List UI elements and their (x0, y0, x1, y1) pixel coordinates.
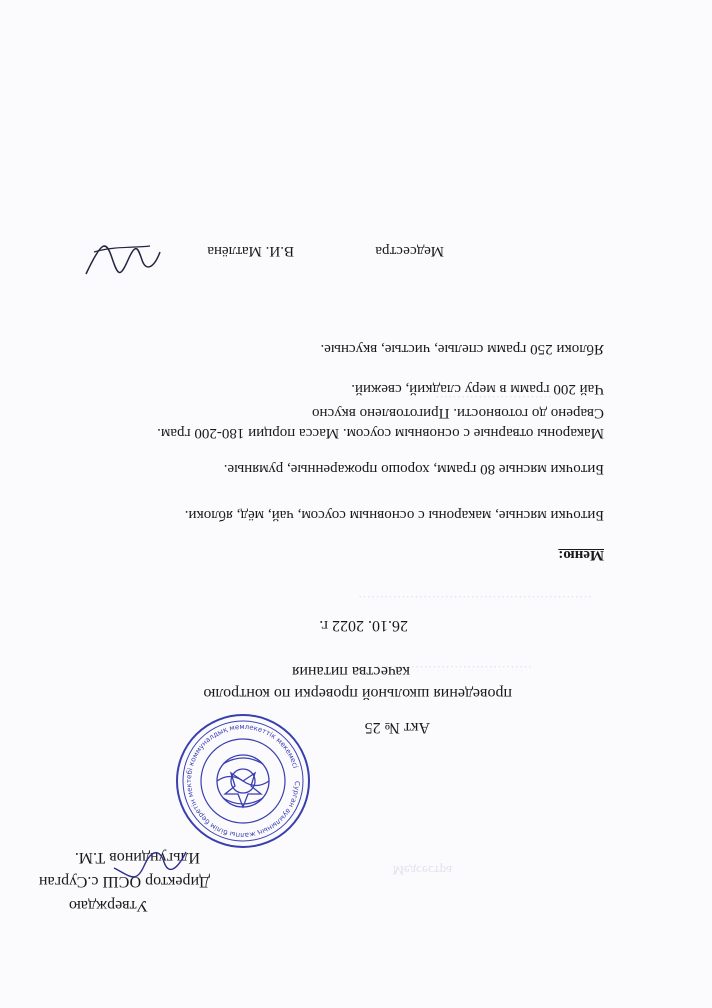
menu-heading: Меню: (558, 547, 604, 563)
signoff-role: Медсестра (375, 243, 444, 259)
stamp-ring-text: Сурган ауылының жалпы білім беретін мектебі коммуналдық мемлекеттік мекемесі (184, 722, 302, 840)
director-line: Директор ОСШ с.Сурган (38, 873, 210, 890)
signoff-name: В.И. Матлёна (207, 243, 294, 259)
approved-label: Утверждаю (68, 897, 148, 914)
menu-item: Сварено до готовности. Приготовлено вкусно (312, 405, 604, 421)
act-subject-line1: проведения школьной проверки по контролю (203, 685, 512, 702)
menu-item: Яблоки 250 грамм спелые, чистые, вкусные. (320, 341, 604, 357)
bleed-through-text: Медсестра (392, 863, 452, 878)
act-date: 26.10. 2022 г. (319, 617, 408, 634)
emblem-icon (217, 755, 269, 807)
official-stamp (174, 712, 312, 850)
act-number: Акт № 25 (364, 719, 430, 736)
director-signature (110, 842, 190, 882)
menu-item: Макароны отварные с основным соусом. Масса порции 180-200 грам. (157, 425, 604, 441)
menu-item: Битoчки мясные, макароны с основным соусом, чай, мёд, яблоки. (184, 507, 604, 523)
act-subject-line2: качества питания (292, 663, 410, 680)
nurse-signature (82, 230, 166, 286)
bleed-through-text: ……………………………………………… (358, 593, 592, 608)
bleed-through-text: ……………………………… (376, 663, 532, 678)
bleed-through-text: ……………………… (435, 393, 552, 408)
menu-item: Битoчки мясные 80 грамм, хорошо прожаренные, румяные. (223, 461, 604, 477)
director-name: Ильгундинов Т.М. (74, 849, 200, 866)
menu-item: Чай 200 грамм в меру сладкий, свежий. (351, 381, 604, 397)
